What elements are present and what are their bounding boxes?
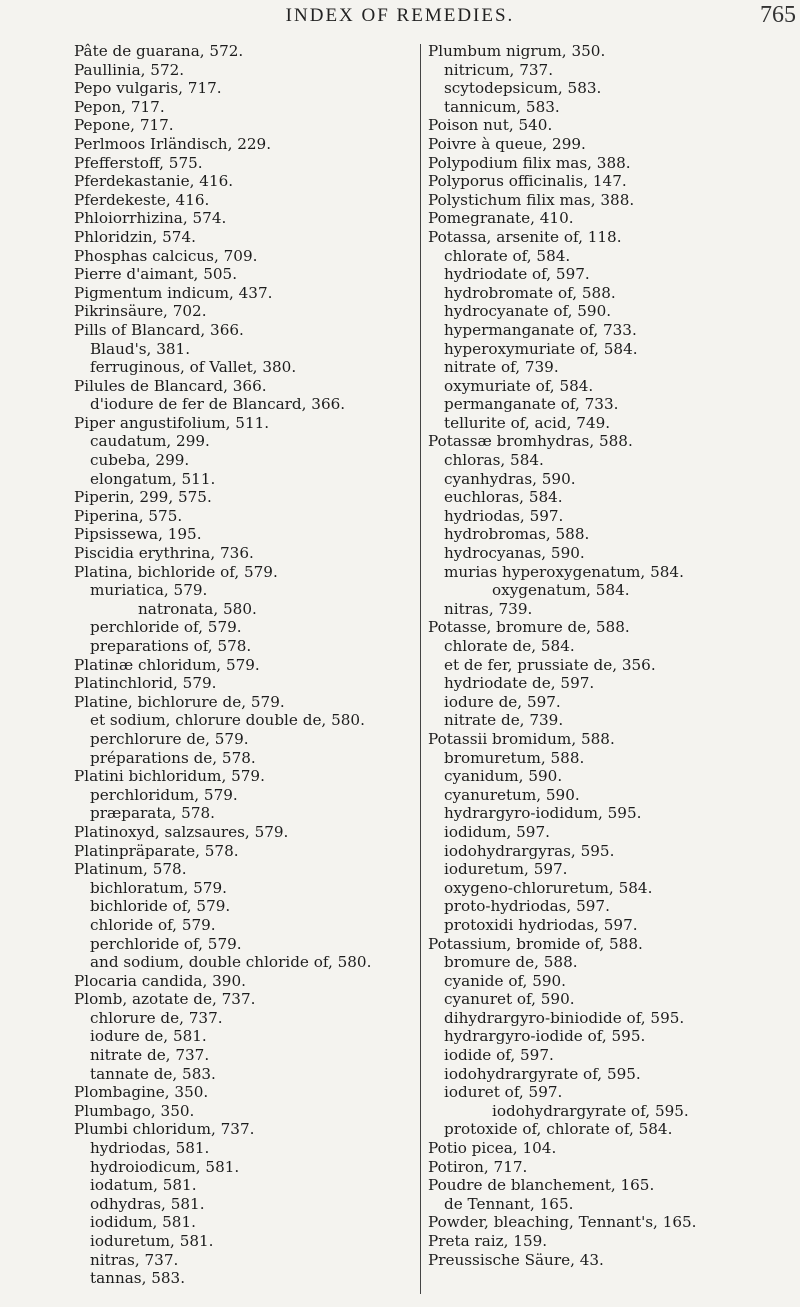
index-entry: permanganate of, 733.: [444, 395, 619, 414]
index-entry: Pomegranate, 410.: [428, 209, 574, 228]
index-entry: cyanhydras, 590.: [444, 469, 576, 488]
index-entry: muriatica, 579.: [90, 581, 208, 600]
index-entry: iodide of, 597.: [444, 1046, 554, 1065]
index-entry: Phloridzin, 574.: [74, 227, 196, 246]
index-entry: Potio picea, 104.: [428, 1139, 557, 1158]
index-entry: hypermanganate of, 733.: [444, 320, 637, 339]
index-entry: Pepone, 717.: [74, 116, 174, 135]
index-entry: Piperina, 575.: [74, 506, 183, 525]
index-entry: Plomb, azotate de, 737.: [74, 990, 256, 1009]
index-entry: iodidum, 597.: [444, 822, 550, 841]
index-entry: and sodium, double chloride of, 580.: [90, 953, 372, 972]
index-entry: caudatum, 299.: [90, 432, 210, 451]
index-entry: Pferdekeste, 416.: [74, 190, 210, 209]
index-entry: euchloras, 584.: [444, 488, 563, 507]
index-entry: Poudre de blanchement, 165.: [428, 1176, 655, 1195]
index-entry: bichloride of, 579.: [90, 897, 231, 916]
index-entry: præparata, 578.: [90, 804, 215, 823]
index-entry: odhydras, 581.: [90, 1194, 205, 1213]
index-entry: proto-hydriodas, 597.: [444, 897, 610, 916]
index-entry: Pikrinsäure, 702.: [74, 302, 207, 321]
index-entry: ioduretum, 581.: [90, 1232, 214, 1250]
index-entry: Plumbi chloridum, 737.: [74, 1120, 255, 1139]
index-entry: iodure de, 581.: [90, 1027, 207, 1046]
index-entry: bromuretum, 588.: [444, 748, 585, 767]
index-entry: iodohydrargyrate of, 595.: [492, 1101, 689, 1120]
index-entry: Poison nut, 540.: [428, 116, 553, 135]
index-entry: hydriodas, 581.: [90, 1139, 210, 1158]
index-entry: Piperin, 299, 575.: [74, 488, 212, 507]
index-entry: Potassa, arsenite of, 118.: [428, 227, 622, 246]
index-entry: Poivre à queue, 299.: [428, 134, 586, 153]
index-entry: Phloiorrhizina, 574.: [74, 209, 227, 228]
index-entry: et de fer, prussiate de, 356.: [444, 655, 656, 674]
index-entry: perchlorure de, 579.: [90, 729, 249, 748]
index-entry: Potasse, bromure de, 588.: [428, 618, 630, 637]
index-entry: chloras, 584.: [444, 451, 544, 470]
index-entry: Potassæ bromhydras, 588.: [428, 432, 633, 451]
index-entry: iodure de, 597.: [444, 692, 561, 711]
index-entry: cyanide of, 590.: [444, 971, 567, 990]
index-column-right: [428, 42, 798, 1269]
index-entry: perchloridum, 579.: [90, 785, 238, 804]
index-entry: tannate de, 583.: [90, 1064, 216, 1083]
index-entry: natronata, 580.: [138, 599, 257, 618]
index-entry: Pipsissewa, 195.: [74, 525, 202, 544]
index-entry: scytodepsicum, 583.: [444, 79, 602, 98]
index-entry: tannicum, 583.: [444, 97, 560, 116]
index-entry: Pferdekastanie, 416.: [74, 172, 234, 191]
index-entry: d'iodure de fer de Blancard, 366.: [90, 395, 346, 414]
index-entry: perchloride of, 579.: [90, 934, 242, 953]
index-entry: Platinpräparate, 578.: [74, 841, 239, 860]
index-entry: protoxidi hydriodas, 597.: [444, 915, 638, 934]
column-divider: [420, 44, 421, 1294]
index-entry: Preta raiz, 159.: [428, 1232, 548, 1250]
index-entry: Pâte de guarana, 572.: [74, 42, 244, 60]
index-entry: Polyporus officinalis, 147.: [428, 172, 627, 191]
index-entry: hydriodas, 597.: [444, 506, 564, 525]
index-entry: iodatum, 581.: [90, 1176, 197, 1195]
page-number: 765: [760, 2, 796, 28]
index-entry: chlorate de, 584.: [444, 637, 575, 655]
index-entry: hydrargyro-iodidum, 595.: [444, 804, 642, 823]
index-entry: Polypodium filix mas, 388.: [428, 153, 631, 172]
index-entry: dihydrargyro-biniodide of, 595.: [444, 1008, 685, 1027]
index-entry: preparations of, 578.: [90, 637, 252, 655]
index-entry: nitricum, 737.: [444, 60, 554, 79]
index-column-left: [74, 42, 414, 1288]
index-entry: de Tennant, 165.: [444, 1194, 574, 1213]
index-entry: nitrate de, 739.: [444, 711, 564, 730]
index-entry: bromure de, 588.: [444, 953, 578, 972]
index-entry: chlorure de, 737.: [90, 1008, 223, 1027]
index-entry: Piscidia erythrina, 736.: [74, 544, 254, 563]
index-entry: elongatum, 511.: [90, 469, 216, 488]
index-entry: Platinchlorid, 579.: [74, 674, 217, 693]
index-entry: Plumbago, 350.: [74, 1101, 195, 1120]
index-entry: et sodium, chlorure double de, 580.: [90, 711, 365, 730]
index-entry: Platina, bichloride of, 579.: [74, 562, 278, 581]
index-entry: Powder, bleaching, Tennant's, 165.: [428, 1213, 697, 1232]
index-entry: Perlmoos Irländisch, 229.: [74, 134, 272, 153]
index-entry: Platinæ chloridum, 579.: [74, 655, 260, 674]
index-entry: ioduret of, 597.: [444, 1083, 563, 1102]
index-entry: nitrate of, 739.: [444, 358, 559, 377]
index-entry: Pigmentum indicum, 437.: [74, 283, 273, 302]
index-entry: Pepon, 717.: [74, 97, 165, 116]
index-entry: iodohydrargyras, 595.: [444, 841, 615, 860]
index-entry: Platine, bichlorure de, 579.: [74, 692, 285, 711]
index-entry: murias hyperoxygenatum, 584.: [444, 562, 684, 581]
index-entry: Platinoxyd, salzsaures, 579.: [74, 822, 289, 841]
index-entry: hydroiodicum, 581.: [90, 1157, 240, 1176]
index-entry: cubeba, 299.: [90, 451, 190, 470]
index-entry: hydrargyro-iodide of, 595.: [444, 1027, 646, 1046]
index-entry: tellurite of, acid, 749.: [444, 413, 611, 432]
index-entry: Plombagine, 350.: [74, 1083, 209, 1102]
index-entry: Platinum, 578.: [74, 860, 187, 879]
index-entry: ioduretum, 597.: [444, 860, 568, 879]
index-entry: chloride of, 579.: [90, 915, 216, 934]
index-entry: cyanuretum, 590.: [444, 785, 580, 804]
index-entry: tannas, 583.: [90, 1269, 186, 1288]
index-entry: nitrate de, 737.: [90, 1046, 210, 1065]
index-entry: Piper angustifolium, 511.: [74, 413, 270, 432]
index-entry: Pfefferstoff, 575.: [74, 153, 203, 172]
index-entry: Potassii bromidum, 588.: [428, 729, 615, 748]
index-entry: Pilules de Blancard, 366.: [74, 376, 267, 395]
index-entry: Phosphas calcicus, 709.: [74, 246, 258, 265]
index-entry: hydrocyanas, 590.: [444, 544, 585, 563]
index-entry: Plocaria candida, 390.: [74, 971, 246, 990]
index-entry: hydriodate of, 597.: [444, 265, 590, 284]
index-entry: ferruginous, of Vallet, 380.: [90, 358, 297, 377]
index-entry: hydriodate de, 597.: [444, 674, 595, 693]
index-entry: Pierre d'aimant, 505.: [74, 265, 238, 284]
index-entry: Blaud's, 381.: [90, 339, 191, 358]
index-entry: cyanuret of, 590.: [444, 990, 575, 1009]
index-entry: oxygeno-chloruretum, 584.: [444, 878, 653, 897]
index-entry: Plumbum nigrum, 350.: [428, 42, 606, 60]
index-entry: Potassium, bromide of, 588.: [428, 934, 643, 953]
index-entry: oxymuriate of, 584.: [444, 376, 594, 395]
index-entry: chlorate of, 584.: [444, 246, 571, 265]
index-entry: Paullinia, 572.: [74, 60, 185, 79]
index-entry: protoxide of, chlorate of, 584.: [444, 1120, 673, 1139]
index-entry: Pepo vulgaris, 717.: [74, 79, 222, 98]
running-title: INDEX OF REMEDIES.: [285, 5, 515, 26]
page-header: [0, 0, 800, 40]
index-entry: Pills of Blancard, 366.: [74, 320, 244, 339]
index-entry: préparations de, 578.: [90, 748, 256, 767]
index-entry: hydrocyanate of, 590.: [444, 302, 612, 321]
index-entry: hydrobromas, 588.: [444, 525, 590, 544]
index-entry: Preussische Säure, 43.: [428, 1250, 604, 1269]
index-entry: nitras, 737.: [90, 1250, 179, 1269]
index-entry: iodidum, 581.: [90, 1213, 196, 1232]
index-entry: Potiron, 717.: [428, 1157, 528, 1176]
index-entry: hyperoxymuriate of, 584.: [444, 339, 638, 358]
index-entry: oxygenatum, 584.: [492, 581, 630, 600]
index-entry: nitras, 739.: [444, 599, 533, 618]
index-entry: hydrobromate of, 588.: [444, 283, 616, 302]
index-entry: cyanidum, 590.: [444, 767, 563, 786]
index-entry: Polystichum filix mas, 388.: [428, 190, 635, 209]
index-entry: Platini bichloridum, 579.: [74, 767, 265, 786]
index-entry: perchloride of, 579.: [90, 618, 242, 637]
index-entry: iodohydrargyrate of, 595.: [444, 1064, 641, 1083]
index-entry: bichloratum, 579.: [90, 878, 227, 897]
